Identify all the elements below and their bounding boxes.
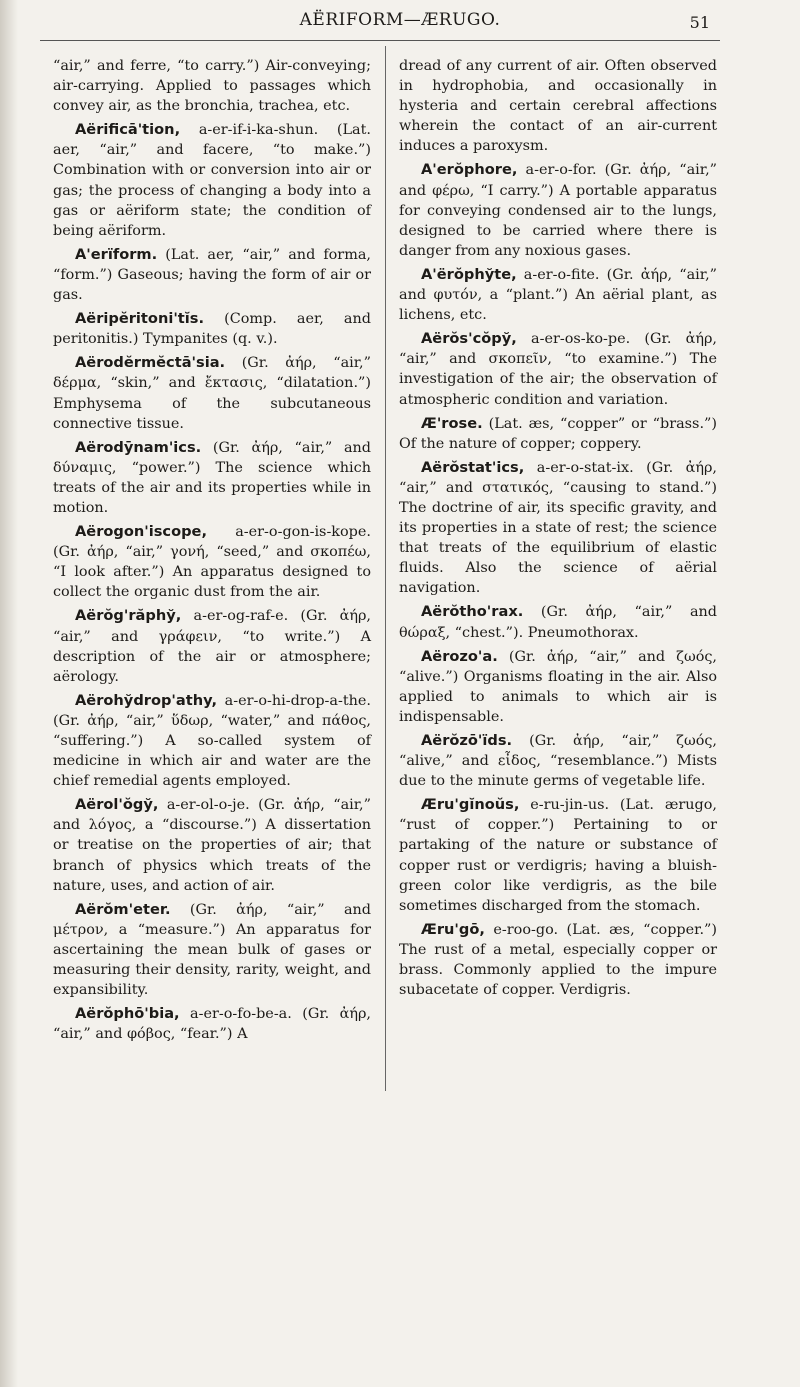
- page-number: 51: [689, 13, 710, 32]
- entry-headword: Aërŏs'cŏpy̆,: [421, 330, 517, 348]
- entry-headword: Aërodȳnam'ics.: [75, 438, 202, 456]
- entry-definition: (Gr. ἀήρ, “air,” and δύναμις, “power.”) The science which treats of the air and its properties while in motion.: [53, 439, 372, 516]
- entry-headword: Aërŏtho'rax.: [421, 603, 524, 621]
- entry-headword: Aërol'ŏgy̆,: [75, 796, 159, 814]
- entry-headword: Aërogon'iscope,: [75, 523, 207, 541]
- dictionary-entry: [53, 522, 371, 602]
- running-head: [0, 10, 800, 36]
- dictionary-entry: [399, 414, 717, 454]
- dictionary-entry: [53, 1004, 371, 1044]
- dictionary-entry: [53, 309, 371, 349]
- entry-headword: Aërŏm'eter.: [75, 900, 171, 918]
- dictionary-entry: [399, 647, 717, 727]
- entry-headword: Aërŏphō'bia,: [75, 1005, 180, 1023]
- dictionary-entry: [53, 900, 371, 1000]
- dictionary-entry: [53, 120, 371, 241]
- entry-headword: Æ'rose.: [421, 414, 483, 432]
- dictionary-entry: [53, 56, 371, 116]
- entry-headword: Aërŏg'răphy̆,: [75, 607, 182, 625]
- entry-definition: a-er-ol-o-je. (Gr. ἀήρ, “air,” and λόγος, a “discourse.”) A dissertation or treatise on the properties of air; that branch of physics which treats of the nature, uses, and action of air.: [53, 797, 371, 894]
- dictionary-entry: [399, 329, 717, 409]
- running-title: AËRIFORM—ÆRUGO.: [299, 10, 501, 30]
- entry-headword: Aërodĕrmĕctā'sia.: [75, 354, 226, 372]
- entry-definition: (Gr. ἀήρ, “air,” and ζωός, “alive.”) Organisms floating in the air. Also applied to animals to which air is indispensable.: [399, 648, 718, 725]
- entry-definition: a-er-o-fite. (Gr. ἀήρ, “air,” and φυτόν, a “plant.”) An aërial plant, as lichens, etc.: [399, 266, 718, 324]
- entry-definition: a-er-os-ko-pe. (Gr. ἀήρ, “air,” and σκοπεῖν, “to examine.”) The investigation of the air; the observation of atmospheric condition and variation.: [399, 331, 718, 408]
- dictionary-entry: [399, 56, 717, 156]
- entry-definition: (Gr. ἀήρ, “air,” and μέτρον, a “measure.”) An apparatus for ascertaining the mean bulk of gases or measuring their density, rarity, weight, and expansibility.: [53, 901, 372, 999]
- column-divider: [385, 46, 386, 1091]
- entry-headword: Aërificā'tion,: [75, 121, 181, 139]
- entry-headword: Aërohy̆drop'athy,: [75, 691, 218, 709]
- entry-definition: e-ru-jin-us. (Lat. ærugo, “rust of copper.”) Pertaining to or partaking of the nature or substance of copper rust or verdigris; having a bluish-green color like verdigris, as the bile sometimes discharged from the stomach.: [399, 797, 717, 914]
- dictionary-entry: [53, 245, 371, 305]
- dictionary-entry: [399, 458, 717, 599]
- entry-headword: Æru'gĭnoŭs,: [421, 796, 520, 814]
- scan-edge-shadow: [0, 0, 18, 1387]
- entry-definition: “air,” and ferre, “to carry.”) Air-conveying; air-carrying. Applied to passages which convey air, as the bronchia, trachea, etc.: [53, 58, 371, 115]
- entry-definition: dread of any current of air. Often observed in hydrophobia, and occasionally in hysteria and certain cerebral affections wherein the contact of an air-current induces a paroxysm.: [399, 58, 717, 155]
- dictionary-entry: [399, 265, 717, 325]
- header-rule: [40, 40, 720, 41]
- entry-definition: (Gr. ἀήρ, “air,” and θώραξ, “chest.”). Pneumothorax.: [399, 604, 718, 641]
- dictionary-entry: [53, 438, 371, 518]
- entry-definition: (Lat. aer, “air,” and forma, “form.”) Gaseous; having the form of air or gas.: [53, 246, 371, 304]
- entry-headword: Aëripĕritoni'tĭs.: [75, 310, 205, 328]
- dictionary-entry: [53, 353, 371, 433]
- entry-headword: A'ërŏphy̆te,: [421, 265, 517, 283]
- entry-definition: (Comp. aer, and peritonitis.) Tympanites (q. v.).: [53, 311, 371, 348]
- entry-headword: Æru'gō,: [421, 920, 485, 938]
- entry-headword: Aërŏzō'ïds.: [421, 732, 513, 749]
- entry-definition: a-er-o-for. (Gr. ἀήρ, “air,” and φέρω, “I carry.”) A portable apparatus for conveying condensed air to the lungs, designed to be carried where there is danger from any noxious gases.: [399, 162, 718, 259]
- dictionary-entry: [53, 795, 371, 895]
- entry-definition: a-er-o-stat-ix. (Gr. ἀήρ, “air,” and στατικός, “causing to stand.”) The doctrine of air, its specific gravity, and its properties in a state of rest; the science that treats of the equilibrium of elastic fluids. Also the science of aërial navigation.: [399, 459, 718, 597]
- dictionary-entry: [53, 691, 371, 791]
- left-column: [53, 56, 371, 1044]
- dictionary-entry: [399, 920, 717, 1000]
- entry-definition: e-roo-go. (Lat. æs, “copper.”) The rust of a metal, especially copper or brass. Commonly applied to the impure subacetate of copper. Verdigris.: [399, 921, 717, 999]
- entry-headword: Aërŏstat'ics,: [421, 458, 525, 476]
- entry-definition: a-er-o-fo-be-a. (Gr. ἀήρ, “air,” and φόβος, “fear.”) A: [53, 1006, 372, 1043]
- dictionary-entry: [53, 606, 371, 686]
- dictionary-entry: [399, 160, 717, 260]
- dictionary-entry: [399, 795, 717, 916]
- entry-definition: (Gr. ἀήρ, “air,” ζωός, “alive,” and εἶδος, “resemblance.”) Mists due to the minute germs of vegetable life.: [399, 733, 718, 790]
- entry-definition: a-er-o-gon-is-kope. (Gr. ἀήρ, “air,” γονή, “seed,” and σκοπέω, “I look after.”) An apparatus designed to collect the organic dust from the air.: [53, 524, 371, 601]
- entry-headword: A'erïform.: [75, 245, 158, 263]
- dictionary-entry: [399, 731, 717, 791]
- entry-definition: (Lat. æs, “copper” or “brass.”) Of the nature of copper; coppery.: [399, 415, 717, 452]
- entry-definition: a-er-og-raf-e. (Gr. ἀήρ, “air,” and γράφειν, “to write.”) A description of the air or atmosphere; aërology.: [53, 608, 371, 685]
- entry-definition: a-er-if-i-ka-shun. (Lat. aer, “air,” and facere, “to make.”) Combination with or conversion into air or gas; the process of changing a body into a gas or aëriform state; the condition of being aëriform.: [53, 122, 371, 239]
- entry-headword: Aërozo'a.: [421, 647, 498, 665]
- dictionary-entry: [399, 602, 717, 642]
- entry-definition: a-er-o-hi-drop-a-the. (Gr. ἀήρ, “air,” ὕδωρ, “water,” and πάθος, “suffering.”) A so-called system of medicine in which air and water are the chief remedial agents employed.: [53, 692, 371, 790]
- entry-headword: A'erŏphore,: [421, 161, 518, 179]
- entry-definition: (Gr. ἀήρ, “air,” δέρμα, “skin,” and ἔκτασις, “dilatation.”) Emphysema of the subcutaneous connective tissue.: [53, 355, 371, 432]
- right-column: [399, 56, 717, 1000]
